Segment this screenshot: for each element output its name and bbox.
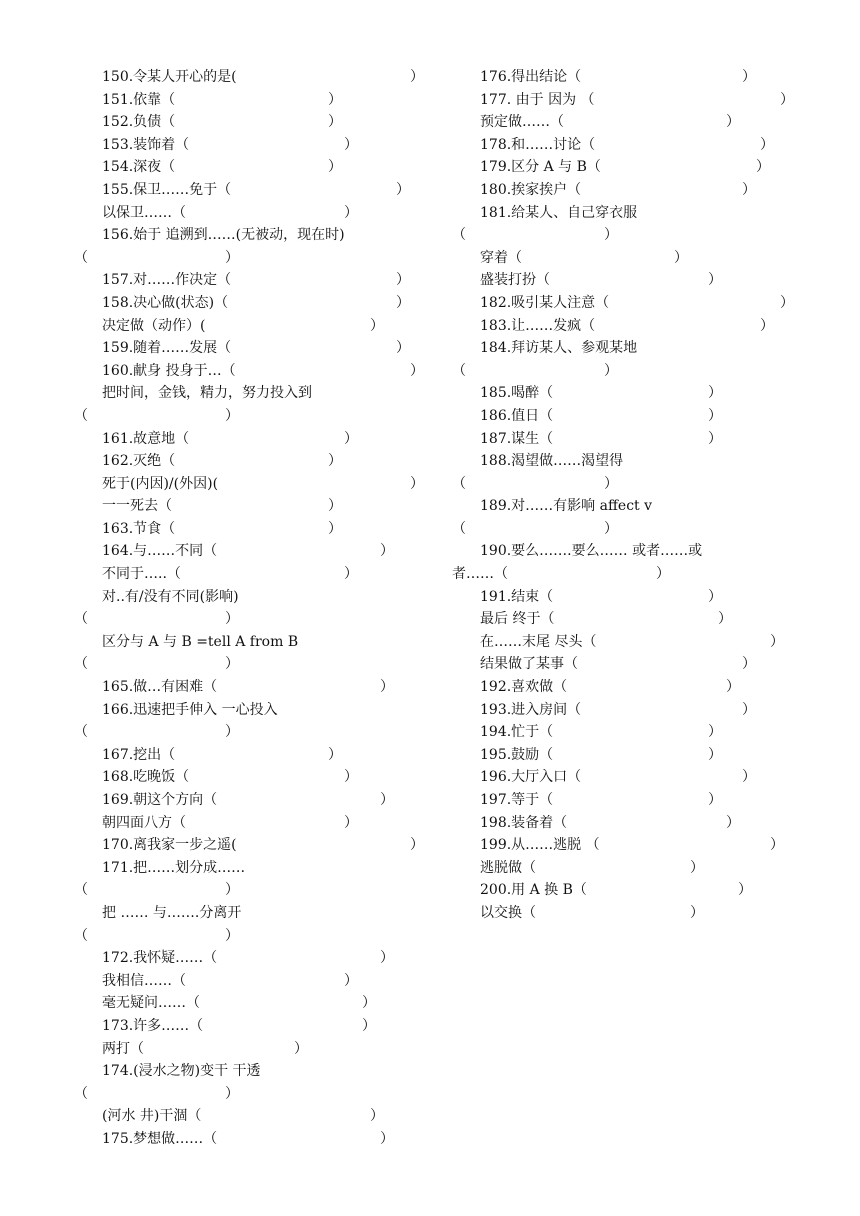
- exercise-line: [452, 857, 812, 880]
- exercise-line: [74, 744, 434, 767]
- exercise-line: [74, 608, 434, 631]
- exercise-line: [452, 631, 812, 654]
- exercise-line: [74, 66, 434, 89]
- answer-blank-close[interactable]: ）: [742, 69, 756, 85]
- line-text: 200.用 A 换 B（: [480, 882, 587, 899]
- line-text: 183.让……发疯（: [480, 317, 596, 334]
- line-text: 187.谋生（: [480, 430, 554, 447]
- answer-blank-close[interactable]: ）: [410, 362, 424, 379]
- answer-blank-close[interactable]: ）: [604, 362, 618, 379]
- line-text: (河水 井)干涸（: [102, 1108, 202, 1125]
- answer-blank-close[interactable]: ）: [225, 407, 239, 424]
- line-text: 162.灭绝（: [102, 453, 176, 470]
- exercise-line: [452, 134, 812, 157]
- exercise-line: [74, 834, 434, 857]
- answer-blank-close[interactable]: ）: [760, 136, 774, 153]
- exercise-line: [74, 202, 434, 225]
- exercise-line: [452, 721, 812, 744]
- line-text: 以保卫……（: [102, 204, 186, 221]
- line-text: 195.鼓励（: [480, 746, 554, 763]
- exercise-line: [74, 360, 434, 383]
- answer-blank-close[interactable]: ）: [756, 159, 770, 176]
- line-text: 197.等于（: [480, 792, 554, 808]
- exercise-line: [452, 902, 812, 925]
- line-text: 171.把……划分成……: [102, 859, 246, 876]
- line-text: 167.挖出（: [102, 746, 176, 763]
- line-text: 在……末尾 尽头（: [480, 633, 597, 650]
- line-text: 160.献身 投身于…（: [102, 362, 236, 379]
- exercise-line: [74, 269, 434, 292]
- line-text: 161.故意地（: [102, 430, 190, 447]
- exercise-line: [74, 970, 434, 993]
- exercise-line: [452, 337, 812, 360]
- exercise-line: [74, 789, 434, 812]
- exercise-line: [74, 1060, 434, 1083]
- open-paren: （: [74, 407, 88, 424]
- exercise-line: [74, 134, 434, 157]
- exercise-line: [452, 699, 812, 722]
- line-text: 区分与 A 与 B =tell A from B: [102, 633, 299, 650]
- answer-blank-close[interactable]: ）: [344, 769, 358, 786]
- line-text: 180.挨家挨户（: [480, 181, 582, 198]
- exercise-line: [74, 699, 434, 722]
- line-text: 一一死去（: [102, 498, 172, 515]
- exercise-line: [74, 247, 434, 270]
- exercise-line: [452, 608, 812, 631]
- answer-blank-close[interactable]: ）: [726, 679, 740, 696]
- exercise-line: [452, 676, 812, 699]
- exercise-line: [74, 495, 434, 518]
- answer-blank-close[interactable]: ）: [410, 69, 424, 85]
- exercise-line: [452, 495, 812, 518]
- answer-blank-close[interactable]: ）: [760, 317, 774, 334]
- exercise-line: [452, 879, 812, 902]
- exercise-line: [452, 540, 812, 563]
- open-paren: （: [452, 227, 466, 244]
- answer-blank-close[interactable]: ）: [344, 566, 358, 583]
- line-text: 194.忙于（: [480, 724, 554, 741]
- line-text: 死于(内因)/(外因)(: [102, 475, 219, 492]
- line-text: 189.对……有影响 affect v: [480, 498, 653, 515]
- line-text: 184.拜访某人、参观某地: [480, 340, 638, 357]
- answer-blank-close[interactable]: ）: [742, 769, 756, 786]
- line-text: 把 …… 与…….分离开: [102, 904, 242, 921]
- answer-blank-close[interactable]: ）: [770, 837, 784, 854]
- answer-blank-close[interactable]: ）: [708, 724, 722, 741]
- exercise-line: [74, 1128, 434, 1151]
- answer-blank-close[interactable]: ）: [225, 1085, 239, 1102]
- exercise-line: [74, 1015, 434, 1038]
- exercise-line: [74, 947, 434, 970]
- exercise-line: [74, 766, 434, 789]
- open-paren: （: [74, 1085, 88, 1102]
- answer-blank-close[interactable]: ）: [344, 136, 358, 153]
- line-text: 以交换（: [480, 904, 536, 921]
- line-text: 预定做……（: [480, 114, 564, 131]
- exercise-line: [452, 224, 812, 247]
- answer-blank-close[interactable]: ）: [742, 181, 756, 198]
- exercise-line: [452, 563, 812, 586]
- line-text: 朝四面八方（: [102, 814, 186, 831]
- exercise-line: [452, 586, 812, 609]
- exercise-line: [452, 766, 812, 789]
- line-text: 把时间，金钱，精力，努力投入到: [102, 385, 312, 402]
- answer-blank-close[interactable]: ）: [674, 249, 688, 266]
- answer-blank-close[interactable]: ）: [742, 701, 756, 718]
- answer-blank-close[interactable]: ）: [410, 837, 424, 854]
- line-text: 168.吃晚饭（: [102, 769, 190, 786]
- exercise-line: [74, 473, 434, 496]
- exercise-line: [74, 925, 434, 948]
- open-paren: （: [74, 249, 88, 266]
- line-text: 毫无疑问……（: [102, 995, 200, 1012]
- answer-blank-close[interactable]: ）: [328, 746, 342, 763]
- exercise-line: [452, 179, 812, 202]
- line-text: 178.和……讨论（: [480, 136, 596, 153]
- exercise-line: [452, 653, 812, 676]
- line-text: 两打（: [102, 1040, 144, 1057]
- open-paren: （: [74, 724, 88, 741]
- answer-blank-close[interactable]: ）: [604, 227, 618, 244]
- exercise-line: [452, 428, 812, 451]
- answer-blank-close[interactable]: ）: [780, 294, 794, 311]
- answer-blank-close[interactable]: ）: [370, 1108, 384, 1125]
- line-text: 181.给某人、自己穿衣服: [480, 204, 638, 221]
- answer-blank-close[interactable]: ）: [328, 159, 342, 176]
- line-text: 192.喜欢做（: [480, 679, 568, 696]
- exercise-line: [74, 653, 434, 676]
- exercise-line: [74, 179, 434, 202]
- answer-blank-close[interactable]: ）: [344, 204, 358, 221]
- line-text: 174.(浸水之物)变干 干透: [102, 1063, 261, 1080]
- answer-blank-close[interactable]: ）: [396, 340, 410, 357]
- exercise-line: [452, 66, 812, 89]
- answer-blank-close[interactable]: ）: [708, 792, 722, 808]
- exercise-line: [74, 224, 434, 247]
- exercise-line: [74, 586, 434, 609]
- line-text: 对..有/没有不同(影响): [102, 588, 239, 605]
- answer-blank-close[interactable]: ）: [362, 995, 376, 1012]
- answer-blank-close[interactable]: ）: [396, 272, 410, 289]
- open-paren: （: [74, 656, 88, 673]
- exercise-line: [452, 518, 812, 541]
- answer-blank-close[interactable]: ）: [708, 407, 722, 424]
- exercise-line: [74, 1083, 434, 1106]
- line-text: 196.大厅入口（: [480, 769, 582, 786]
- answer-blank-close[interactable]: ）: [370, 317, 384, 334]
- open-paren: （: [452, 362, 466, 379]
- answer-blank-close[interactable]: ）: [225, 656, 239, 673]
- open-paren: （: [452, 520, 466, 537]
- line-text: 者……（: [452, 566, 508, 583]
- line-text: 盛装打扮（: [480, 272, 550, 289]
- answer-blank-close[interactable]: ）: [726, 114, 740, 131]
- exercise-line: [74, 337, 434, 360]
- answer-blank-close[interactable]: ）: [690, 859, 704, 876]
- answer-blank-close[interactable]: ）: [396, 181, 410, 198]
- exercise-line: [74, 382, 434, 405]
- exercise-line: [74, 315, 434, 338]
- exercise-line: [452, 247, 812, 270]
- line-text: 不同于…..（: [102, 566, 181, 583]
- exercise-line: [74, 156, 434, 179]
- answer-blank-close[interactable]: ）: [708, 746, 722, 763]
- answer-blank-close[interactable]: ）: [708, 430, 722, 447]
- answer-blank-close[interactable]: ）: [708, 385, 722, 402]
- open-paren: （: [74, 882, 88, 899]
- answer-blank-close[interactable]: ）: [328, 91, 342, 108]
- answer-blank-close[interactable]: ）: [770, 633, 784, 650]
- line-text: 182.吸引某人注意（: [480, 294, 610, 311]
- exercise-line: [452, 744, 812, 767]
- answer-blank-close[interactable]: ）: [380, 679, 394, 696]
- exercise-line: [452, 405, 812, 428]
- line-text: 179.区分 A 与 B（: [480, 159, 601, 176]
- exercise-line: [452, 89, 812, 112]
- answer-blank-close[interactable]: ）: [362, 1017, 376, 1034]
- answer-blank-close[interactable]: ）: [328, 498, 342, 515]
- exercise-line: [74, 111, 434, 134]
- exercise-line: [74, 879, 434, 902]
- line-text: 163.节食（: [102, 520, 176, 537]
- line-text: 159.随着……发展（: [102, 340, 232, 357]
- exercise-line: [74, 857, 434, 880]
- line-text: 165.做…有困难（: [102, 679, 218, 696]
- line-text: 191.结束（: [480, 588, 554, 605]
- exercise-line: [452, 382, 812, 405]
- exercise-line: [452, 812, 812, 835]
- line-text: 177. 由于 因为 （: [480, 91, 595, 108]
- answer-blank-close[interactable]: ）: [225, 882, 239, 899]
- answer-blank-close[interactable]: ）: [380, 950, 394, 967]
- answer-blank-close[interactable]: ）: [225, 724, 239, 741]
- exercise-line: [452, 156, 812, 179]
- exercise-line: [74, 992, 434, 1015]
- exercise-line: [74, 540, 434, 563]
- line-text: 190.要么…….要么…… 或者……或: [480, 543, 703, 560]
- line-text: 决定做（动作）(: [102, 317, 206, 334]
- line-text: 172.我怀疑……（: [102, 950, 218, 967]
- answer-blank-close[interactable]: ）: [396, 294, 410, 311]
- line-text: 158.决心做(状态)（: [102, 294, 229, 311]
- answer-blank-close[interactable]: ）: [344, 814, 358, 831]
- exercise-line: [74, 721, 434, 744]
- left-column: [74, 66, 434, 1151]
- exercise-line: [452, 789, 812, 812]
- answer-blank-close[interactable]: ）: [328, 114, 342, 131]
- answer-blank-close[interactable]: ）: [328, 520, 342, 537]
- exercise-line: [74, 405, 434, 428]
- open-paren: （: [452, 475, 466, 492]
- exercise-line: [74, 518, 434, 541]
- exercise-line: [74, 89, 434, 112]
- answer-blank-close[interactable]: ）: [718, 611, 732, 628]
- line-text: 156.始于 追溯到……(无被动，现在时): [102, 227, 345, 244]
- exercise-line: [452, 292, 812, 315]
- exercise-line: [452, 111, 812, 134]
- line-text: 188.渴望做……渴望得: [480, 453, 624, 470]
- exercise-line: [452, 834, 812, 857]
- line-text: 我相信……（: [102, 972, 186, 989]
- answer-blank-close[interactable]: ）: [726, 814, 740, 831]
- line-text: 173.许多……（: [102, 1017, 204, 1034]
- exercise-line: [452, 269, 812, 292]
- answer-blank-close[interactable]: ）: [294, 1040, 308, 1057]
- answer-blank-close[interactable]: ）: [225, 611, 239, 628]
- line-text: 154.深夜（: [102, 159, 176, 176]
- answer-blank-close[interactable]: ）: [380, 543, 394, 560]
- open-paren: （: [74, 927, 88, 944]
- line-text: 157.对……作决定（: [102, 272, 232, 289]
- answer-blank-close[interactable]: ）: [344, 972, 358, 989]
- line-text: 结果做了某事（: [480, 656, 578, 673]
- line-text: 175.梦想做……（: [102, 1130, 218, 1147]
- line-text: 185.喝醉（: [480, 385, 554, 402]
- exercise-line: [74, 812, 434, 835]
- exercise-line: [452, 360, 812, 383]
- line-text: 193.进入房间（: [480, 701, 582, 718]
- answer-blank-close[interactable]: ）: [742, 656, 756, 673]
- line-text: 169.朝这个方向（: [102, 792, 218, 808]
- answer-blank-close[interactable]: ）: [708, 588, 722, 605]
- line-text: 153.装饰着（: [102, 136, 190, 153]
- answer-blank-close[interactable]: ）: [380, 792, 394, 808]
- line-text: 176.得出结论（: [480, 69, 582, 85]
- line-text: 155.保卫……免于（: [102, 181, 232, 198]
- exercise-line: [74, 902, 434, 925]
- answer-blank-close[interactable]: ）: [344, 430, 358, 447]
- exercise-line: [74, 292, 434, 315]
- line-text: 逃脱做（: [480, 859, 536, 876]
- exercise-line: [74, 563, 434, 586]
- line-text: 150.令某人开心的是(: [102, 69, 237, 85]
- line-text: 186.值日（: [480, 407, 554, 424]
- answer-blank-close[interactable]: ）: [380, 1130, 394, 1147]
- line-text: 198.装备着（: [480, 814, 568, 831]
- answer-blank-close[interactable]: ）: [780, 91, 794, 108]
- line-text: 最后 终于（: [480, 611, 555, 628]
- answer-blank-close[interactable]: ）: [225, 249, 239, 266]
- answer-blank-close[interactable]: ）: [690, 904, 704, 921]
- line-text: 穿着（: [480, 249, 522, 266]
- right-column: [452, 66, 812, 925]
- answer-blank-close[interactable]: ）: [656, 566, 670, 583]
- exercise-line: [452, 315, 812, 338]
- exercise-line: [452, 202, 812, 225]
- exercise-line: [452, 473, 812, 496]
- line-text: 152.负债（: [102, 114, 176, 131]
- answer-blank-close[interactable]: ）: [604, 475, 618, 492]
- answer-blank-close[interactable]: ）: [225, 927, 239, 944]
- answer-blank-close[interactable]: ）: [708, 272, 722, 289]
- line-text: 151.依靠（: [102, 91, 176, 108]
- exercise-line: [74, 450, 434, 473]
- line-text: 199.从……逃脱 （: [480, 837, 600, 854]
- exercise-line: [74, 631, 434, 654]
- line-text: 164.与……不同（: [102, 543, 218, 560]
- exercise-line: [452, 450, 812, 473]
- answer-blank-close[interactable]: ）: [328, 453, 342, 470]
- line-text: 170.离我家一步之遥(: [102, 837, 237, 854]
- exercise-line: [74, 428, 434, 451]
- exercise-line: [74, 1038, 434, 1061]
- answer-blank-close[interactable]: ）: [604, 520, 618, 537]
- exercise-line: [74, 1105, 434, 1128]
- exercise-line: [74, 676, 434, 699]
- open-paren: （: [74, 611, 88, 628]
- answer-blank-close[interactable]: ）: [410, 475, 424, 492]
- answer-blank-close[interactable]: ）: [738, 882, 752, 899]
- line-text: 166.迅速把手伸入 一心投入: [102, 701, 278, 718]
